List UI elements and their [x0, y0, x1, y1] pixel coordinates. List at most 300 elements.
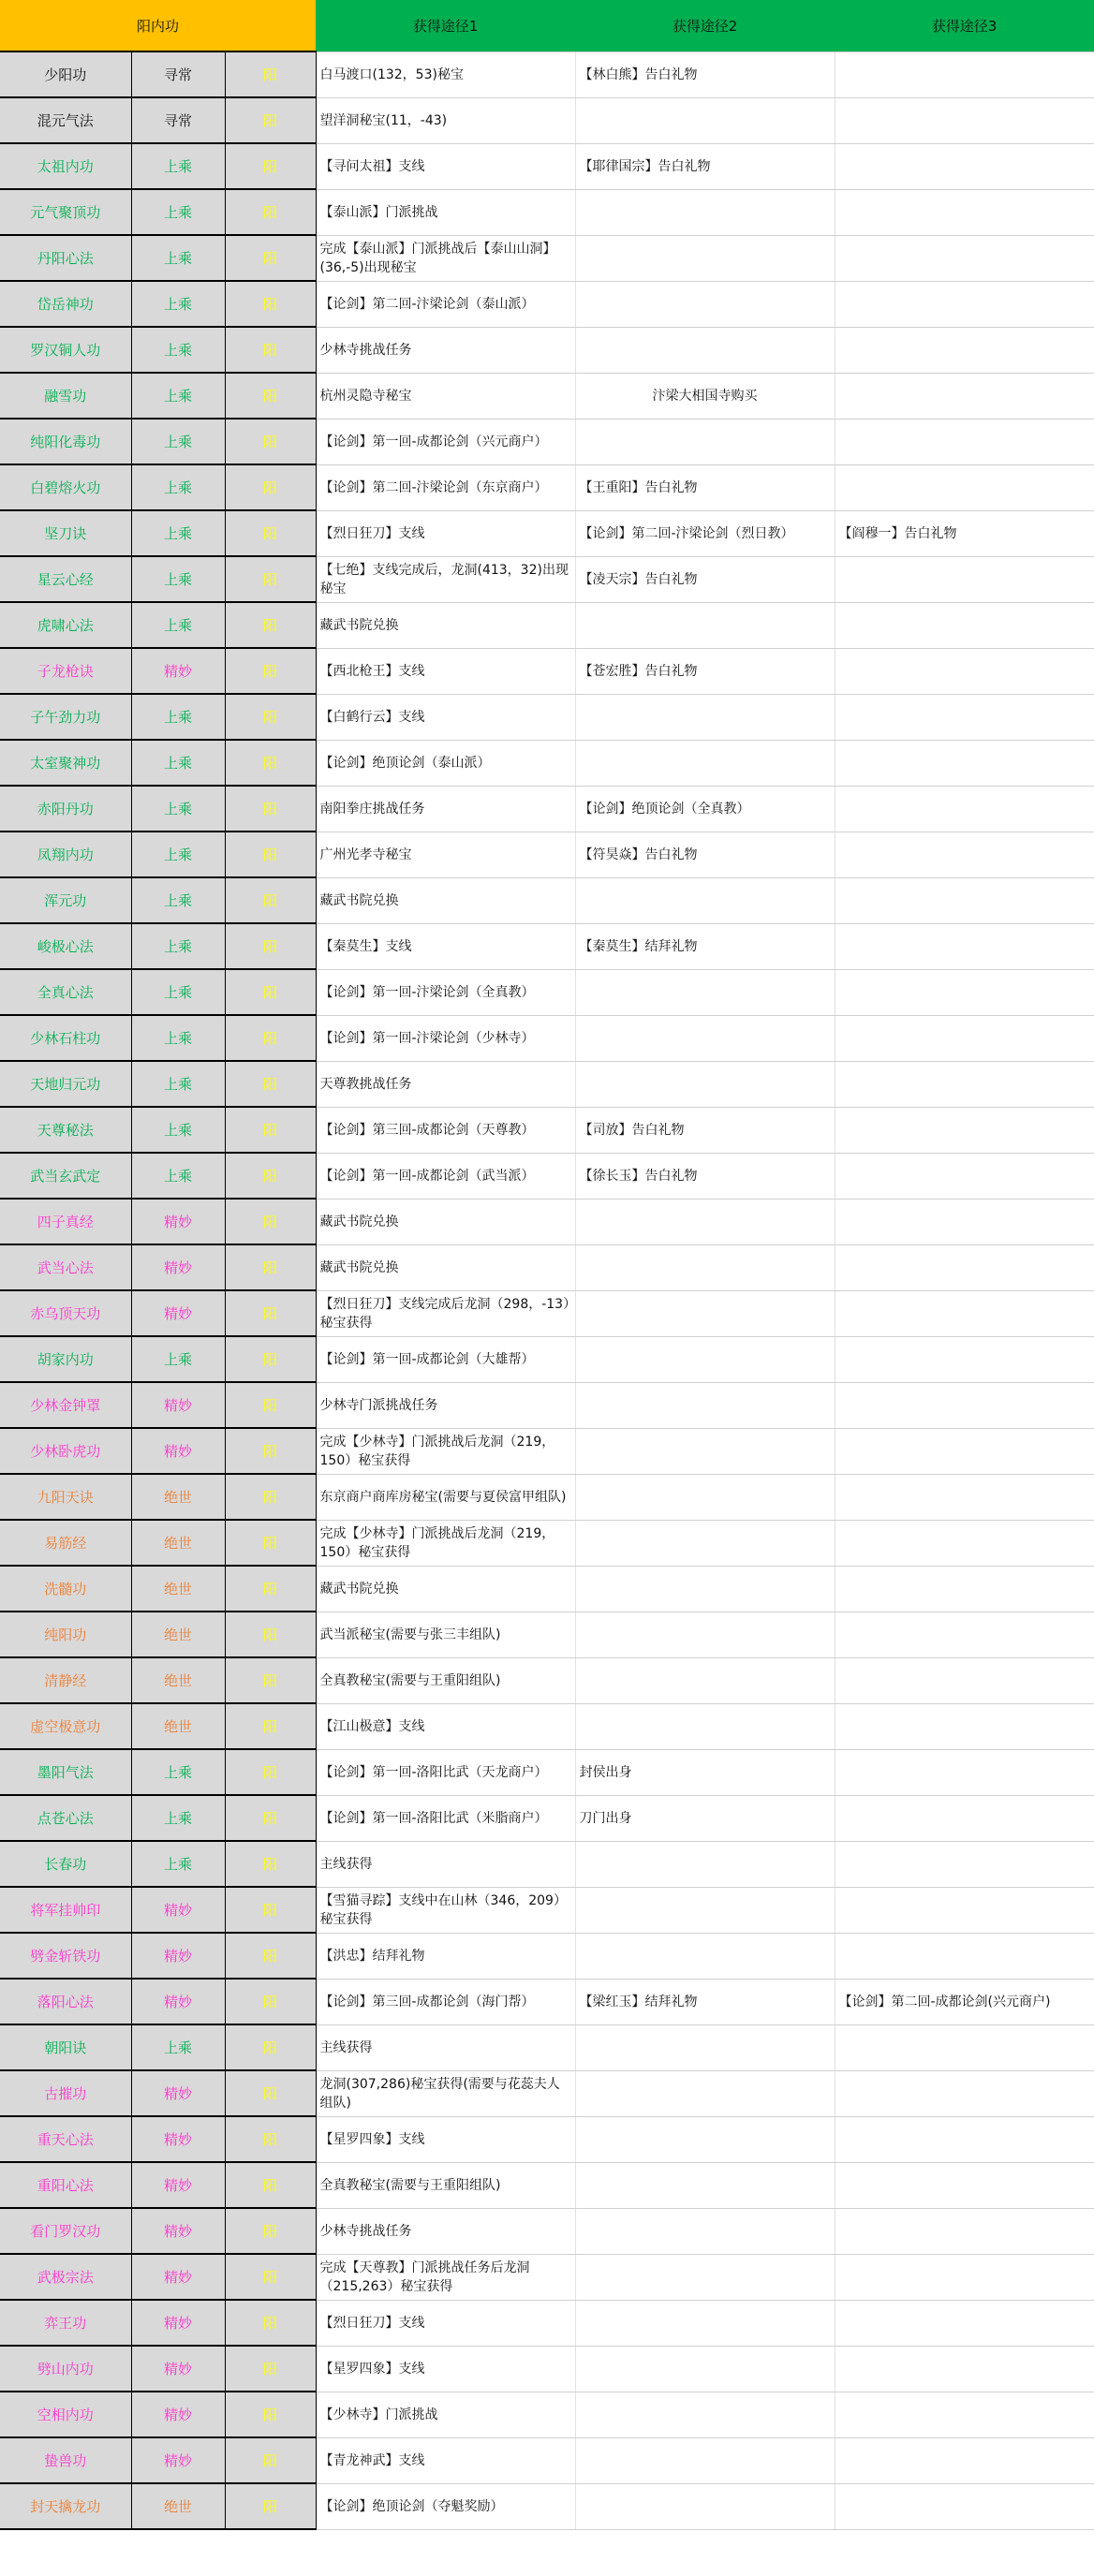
path2-cell [575, 1428, 835, 1474]
skill-element: 阳 [225, 1428, 316, 1474]
path1-cell: 【寻问太祖】支线 [316, 143, 575, 189]
skill-grade: 精妙 [131, 648, 225, 694]
path1-cell: 全真教秘宝(需要与王重阳组队) [316, 1657, 575, 1703]
skill-grade: 上乘 [131, 1749, 225, 1795]
path1-cell: 藏武书院兑换 [316, 1199, 575, 1244]
skill-name: 少林卧虎功 [0, 1428, 131, 1474]
path2-cell [575, 1474, 835, 1520]
path2-cell [575, 419, 835, 464]
path3-cell [835, 740, 1094, 786]
path3-cell [835, 2346, 1094, 2392]
path3-cell [835, 1841, 1094, 1887]
path2-cell [575, 1336, 835, 1382]
table-row [0, 694, 1094, 740]
skill-grade: 上乘 [131, 1841, 225, 1887]
skill-name: 白碧熔火功 [0, 464, 131, 510]
path1-cell: 龙洞(307,286)秘宝获得(需要与花蕊夫人组队) [316, 2070, 575, 2116]
skill-element: 阳 [225, 2346, 316, 2392]
skill-name: 点苍心法 [0, 1795, 131, 1841]
table-row [0, 1428, 1094, 1474]
table-row [0, 2437, 1094, 2483]
path2-cell [575, 2300, 835, 2346]
header-path1: 获得途径1 [316, 0, 575, 52]
path2-cell: 【王重阳】告白礼物 [575, 464, 835, 510]
skill-name: 重天心法 [0, 2116, 131, 2162]
path1-cell: 【论剑】第一回-汴梁论剑（少林寺） [316, 1015, 575, 1061]
table-row [0, 1382, 1094, 1428]
path3-cell [835, 1474, 1094, 1520]
skill-element: 阳 [225, 1795, 316, 1841]
path2-cell [575, 97, 835, 143]
skill-grade: 绝世 [131, 1612, 225, 1657]
path3-cell [835, 694, 1094, 740]
skill-element: 阳 [225, 1474, 316, 1520]
path1-cell: 【论剑】第三回-成都论剑（海门帮） [316, 1979, 575, 2024]
skill-grade: 精妙 [131, 2208, 225, 2254]
skill-name: 长春功 [0, 1841, 131, 1887]
skill-name: 凤翔内功 [0, 832, 131, 877]
path3-cell [835, 648, 1094, 694]
skill-name: 空相内功 [0, 2392, 131, 2437]
path1-cell: 【论剑】第一回-洛阳比武（米脂商户） [316, 1795, 575, 1841]
path1-cell: 【论剑】第二回-汴梁论剑（东京商户） [316, 464, 575, 510]
skill-grade: 精妙 [131, 2070, 225, 2116]
skill-element: 阳 [225, 464, 316, 510]
table-row [0, 2116, 1094, 2162]
path3-cell [835, 1933, 1094, 1979]
table-row [0, 648, 1094, 694]
skill-element: 阳 [225, 1061, 316, 1107]
table-row [0, 510, 1094, 556]
table-row [0, 1657, 1094, 1703]
table-row [0, 52, 1094, 97]
skill-element: 阳 [225, 1841, 316, 1887]
path2-cell: 【符昊焱】告白礼物 [575, 832, 835, 877]
skill-grade: 精妙 [131, 2346, 225, 2392]
path2-cell: 【苍宏胜】告白礼物 [575, 648, 835, 694]
path2-cell [575, 1657, 835, 1703]
path1-cell: 【论剑】第一回-汴梁论剑（全真教） [316, 969, 575, 1015]
skill-grade: 精妙 [131, 2437, 225, 2483]
path3-cell [835, 1749, 1094, 1795]
skill-element: 阳 [225, 1153, 316, 1199]
table-row [0, 1749, 1094, 1795]
path2-cell: 【秦莫生】结拜礼物 [575, 923, 835, 969]
path1-cell: 【烈日狂刀】支线完成后龙洞（298，-13）秘宝获得 [316, 1290, 575, 1336]
skill-grade: 上乘 [131, 786, 225, 832]
path3-cell [835, 2437, 1094, 2483]
skill-element: 阳 [225, 1612, 316, 1657]
path3-cell [835, 143, 1094, 189]
skill-name: 古摧功 [0, 2070, 131, 2116]
path2-cell [575, 877, 835, 923]
path1-cell: 【论剑】第一回-成都论剑（兴元商户） [316, 419, 575, 464]
skill-grade: 上乘 [131, 694, 225, 740]
path1-cell: 完成【少林寺】门派挑战后龙洞（219，150）秘宝获得 [316, 1520, 575, 1566]
path1-cell: 【雪猫寻踪】支线中在山林（346，209）秘宝获得 [316, 1887, 575, 1933]
path2-cell [575, 2254, 835, 2300]
path2-cell [575, 1244, 835, 1290]
skill-grade: 上乘 [131, 1795, 225, 1841]
path3-cell [835, 2070, 1094, 2116]
skill-name: 重阳心法 [0, 2162, 131, 2208]
skill-element: 阳 [225, 1520, 316, 1566]
skill-name: 蛰兽功 [0, 2437, 131, 2483]
path3-cell [835, 1153, 1094, 1199]
path1-cell: 【青龙神武】支线 [316, 2437, 575, 2483]
skill-grade: 寻常 [131, 97, 225, 143]
path2-cell: 封侯出身 [575, 1749, 835, 1795]
skill-name: 纯阳化毒功 [0, 419, 131, 464]
table-row [0, 1612, 1094, 1657]
path1-cell: 【烈日狂刀】支线 [316, 510, 575, 556]
skill-grade: 寻常 [131, 52, 225, 97]
path1-cell: 少林寺挑战任务 [316, 2208, 575, 2254]
path2-cell [575, 235, 835, 281]
path3-cell [835, 1612, 1094, 1657]
path1-cell: 少林寺挑战任务 [316, 327, 575, 373]
skill-grade: 绝世 [131, 2483, 225, 2529]
path3-cell [835, 1107, 1094, 1153]
path2-cell [575, 2116, 835, 2162]
skill-name: 太祖内功 [0, 143, 131, 189]
skill-name: 落阳心法 [0, 1979, 131, 2024]
path3-cell [835, 1382, 1094, 1428]
skill-grade: 上乘 [131, 464, 225, 510]
path3-cell [835, 281, 1094, 327]
path3-cell [835, 2300, 1094, 2346]
table-row [0, 2070, 1094, 2116]
table-row [0, 2300, 1094, 2346]
path2-cell [575, 2392, 835, 2437]
skill-element: 阳 [225, 2208, 316, 2254]
table-row [0, 2254, 1094, 2300]
table-row [0, 2346, 1094, 2392]
skill-element: 阳 [225, 2254, 316, 2300]
path1-cell: 【论剑】绝顶论剑（泰山派） [316, 740, 575, 786]
path1-cell: 【江山极意】支线 [316, 1703, 575, 1749]
skill-grade: 精妙 [131, 2116, 225, 2162]
path3-cell [835, 1520, 1094, 1566]
skill-grade: 精妙 [131, 2300, 225, 2346]
table-row [0, 1015, 1094, 1061]
path1-cell: 完成【泰山派】门派挑战后【泰山山洞】(36,-5)出现秘宝 [316, 235, 575, 281]
path1-cell: 主线获得 [316, 1841, 575, 1887]
path3-cell [835, 1887, 1094, 1933]
path2-cell [575, 1841, 835, 1887]
skill-name: 武极宗法 [0, 2254, 131, 2300]
skill-element: 阳 [225, 510, 316, 556]
skill-grade: 上乘 [131, 602, 225, 648]
path2-cell [575, 1015, 835, 1061]
table-row [0, 464, 1094, 510]
path3-cell [835, 327, 1094, 373]
skill-name: 子午劲力功 [0, 694, 131, 740]
skill-element: 阳 [225, 189, 316, 235]
table-row [0, 740, 1094, 786]
skill-grade: 绝世 [131, 1566, 225, 1612]
skill-element: 阳 [225, 969, 316, 1015]
path2-cell: 【林白熊】告白礼物 [575, 52, 835, 97]
table-body [0, 52, 1094, 2529]
path3-cell [835, 786, 1094, 832]
path1-cell: 天尊教挑战任务 [316, 1061, 575, 1107]
skill-element: 阳 [225, 1290, 316, 1336]
table-row [0, 1474, 1094, 1520]
path2-cell [575, 189, 835, 235]
skill-element: 阳 [225, 786, 316, 832]
path1-cell: 完成【少林寺】门派挑战后龙洞（219，150）秘宝获得 [316, 1428, 575, 1474]
path1-cell: 藏武书院兑换 [316, 877, 575, 923]
path3-cell [835, 602, 1094, 648]
skill-name: 看门罗汉功 [0, 2208, 131, 2254]
path2-cell [575, 694, 835, 740]
skill-element: 阳 [225, 2392, 316, 2437]
skill-element: 阳 [225, 2437, 316, 2483]
path2-cell [575, 2437, 835, 2483]
table-row [0, 602, 1094, 648]
path1-cell: 藏武书院兑换 [316, 1244, 575, 1290]
skill-element: 阳 [225, 1887, 316, 1933]
skill-grade: 上乘 [131, 832, 225, 877]
skill-grade: 绝世 [131, 1703, 225, 1749]
skill-element: 阳 [225, 556, 316, 602]
skill-name: 坚刀诀 [0, 510, 131, 556]
table-row [0, 189, 1094, 235]
skill-name: 全真心法 [0, 969, 131, 1015]
skill-name: 将军挂帅印 [0, 1887, 131, 1933]
skill-grade: 上乘 [131, 373, 225, 419]
skill-name: 融雪功 [0, 373, 131, 419]
table-row [0, 2024, 1094, 2070]
skill-element: 阳 [225, 923, 316, 969]
skill-name: 纯阳功 [0, 1612, 131, 1657]
path2-cell [575, 1520, 835, 1566]
skill-grade: 上乘 [131, 327, 225, 373]
path2-cell [575, 2483, 835, 2529]
skill-element: 阳 [225, 373, 316, 419]
skill-grade: 上乘 [131, 1061, 225, 1107]
skill-grade: 精妙 [131, 2162, 225, 2208]
skill-name: 弈王功 [0, 2300, 131, 2346]
path3-cell [835, 97, 1094, 143]
skill-name: 浑元功 [0, 877, 131, 923]
table-row [0, 1336, 1094, 1382]
path3-cell: 【论剑】第二回-成都论剑(兴元商户) [835, 1979, 1094, 2024]
path1-cell: 全真教秘宝(需要与王重阳组队) [316, 2162, 575, 2208]
table-row [0, 1979, 1094, 2024]
skill-name: 劈金斩铁功 [0, 1933, 131, 1979]
path2-cell [575, 327, 835, 373]
skill-grade: 精妙 [131, 1244, 225, 1290]
path2-cell: 汴梁大相国寺购买 [575, 373, 835, 419]
path3-cell [835, 2392, 1094, 2437]
header-path2: 获得途径2 [575, 0, 835, 52]
table-row [0, 1795, 1094, 1841]
skill-name: 洗髓功 [0, 1566, 131, 1612]
path2-cell: 【论剑】第二回-汴梁论剑（烈日教） [575, 510, 835, 556]
skill-grade: 绝世 [131, 1520, 225, 1566]
skill-element: 阳 [225, 1244, 316, 1290]
skill-grade: 上乘 [131, 877, 225, 923]
path2-cell [575, 1290, 835, 1336]
path1-cell: 【论剑】第二回-汴梁论剑（泰山派） [316, 281, 575, 327]
skill-name: 四子真经 [0, 1199, 131, 1244]
path3-cell [835, 2483, 1094, 2529]
path2-cell: 【耶律国宗】告白礼物 [575, 143, 835, 189]
table-row [0, 1887, 1094, 1933]
skill-name: 少阳功 [0, 52, 131, 97]
skill-grade: 精妙 [131, 1979, 225, 2024]
table-row [0, 2208, 1094, 2254]
table-row [0, 1061, 1094, 1107]
path2-cell: 刀门出身 [575, 1795, 835, 1841]
path2-cell [575, 740, 835, 786]
path3-cell: 【阎穆一】告白礼物 [835, 510, 1094, 556]
skill-name: 朝阳诀 [0, 2024, 131, 2070]
skill-grade: 绝世 [131, 1657, 225, 1703]
skill-name: 峻极心法 [0, 923, 131, 969]
skill-element: 阳 [225, 648, 316, 694]
path3-cell [835, 1061, 1094, 1107]
path2-cell [575, 1612, 835, 1657]
path3-cell [835, 969, 1094, 1015]
table-row [0, 143, 1094, 189]
path1-cell: 【星罗四象】支线 [316, 2116, 575, 2162]
skill-grade: 精妙 [131, 1290, 225, 1336]
table-row [0, 281, 1094, 327]
skill-name: 星云心经 [0, 556, 131, 602]
table-row [0, 2162, 1094, 2208]
table-row [0, 1703, 1094, 1749]
path1-cell: 南阳拳庄挑战任务 [316, 786, 575, 832]
table-row [0, 1933, 1094, 1979]
path1-cell: 完成【天尊教】门派挑战任务后龙洞（215,263）秘宝获得 [316, 2254, 575, 2300]
path2-cell [575, 1061, 835, 1107]
skill-element: 阳 [225, 2483, 316, 2529]
skill-name: 墨阳气法 [0, 1749, 131, 1795]
path2-cell [575, 2208, 835, 2254]
skill-name: 天地归元功 [0, 1061, 131, 1107]
path1-cell: 【七绝】支线完成后，龙洞(413，32)出现秘宝 [316, 556, 575, 602]
skill-name: 天尊秘法 [0, 1107, 131, 1153]
path1-cell: 少林寺门派挑战任务 [316, 1382, 575, 1428]
path3-cell [835, 2024, 1094, 2070]
table-row [0, 786, 1094, 832]
skill-element: 阳 [225, 281, 316, 327]
path1-cell: 藏武书院兑换 [316, 1566, 575, 1612]
path1-cell: 【西北枪王】支线 [316, 648, 575, 694]
path3-cell [835, 1703, 1094, 1749]
skill-name: 封天擒龙功 [0, 2483, 131, 2529]
path2-cell [575, 2024, 835, 2070]
skill-grade: 上乘 [131, 1107, 225, 1153]
table-row [0, 1290, 1094, 1336]
skill-element: 阳 [225, 1657, 316, 1703]
skill-name: 易筋经 [0, 1520, 131, 1566]
path2-cell [575, 1566, 835, 1612]
skill-element: 阳 [225, 602, 316, 648]
skill-element: 阳 [225, 1382, 316, 1428]
path1-cell: 【少林寺】门派挑战 [316, 2392, 575, 2437]
path1-cell: 【论剑】绝顶论剑（夺魁奖励） [316, 2483, 575, 2529]
path3-cell [835, 877, 1094, 923]
header-row [0, 0, 1094, 52]
skill-grade: 上乘 [131, 510, 225, 556]
skill-name: 赤阳丹功 [0, 786, 131, 832]
skill-grade: 精妙 [131, 1887, 225, 1933]
path2-cell [575, 1703, 835, 1749]
path1-cell: 藏武书院兑换 [316, 602, 575, 648]
table-row [0, 2483, 1094, 2529]
skill-element: 阳 [225, 1107, 316, 1153]
skill-element: 阳 [225, 1199, 316, 1244]
skill-element: 阳 [225, 1979, 316, 2024]
skill-grade: 上乘 [131, 419, 225, 464]
skill-name: 虎啸心法 [0, 602, 131, 648]
skill-grade: 上乘 [131, 923, 225, 969]
path3-cell [835, 1657, 1094, 1703]
skill-name: 武当玄武定 [0, 1153, 131, 1199]
table-row [0, 419, 1094, 464]
skill-element: 阳 [225, 327, 316, 373]
skill-name: 武当心法 [0, 1244, 131, 1290]
path2-cell [575, 1199, 835, 1244]
table-row [0, 969, 1094, 1015]
path3-cell [835, 2116, 1094, 2162]
skill-grade: 上乘 [131, 235, 225, 281]
path2-cell: 【梁红玉】结拜礼物 [575, 1979, 835, 2024]
header-group: 阳内功 [0, 0, 316, 52]
path2-cell [575, 602, 835, 648]
path1-cell: 【秦莫生】支线 [316, 923, 575, 969]
table-row [0, 2392, 1094, 2437]
path1-cell: 白马渡口(132，53)秘宝 [316, 52, 575, 97]
skill-element: 阳 [225, 832, 316, 877]
path2-cell: 【司放】告白礼物 [575, 1107, 835, 1153]
skill-grade: 上乘 [131, 556, 225, 602]
skill-element: 阳 [225, 1566, 316, 1612]
skill-grade: 上乘 [131, 1336, 225, 1382]
table-row [0, 1244, 1094, 1290]
path1-cell: 武当派秘宝(需要与张三丰组队) [316, 1612, 575, 1657]
path3-cell [835, 52, 1094, 97]
path3-cell [835, 1795, 1094, 1841]
path1-cell: 【论剑】第三回-成都论剑（天尊教） [316, 1107, 575, 1153]
skill-element: 阳 [225, 235, 316, 281]
skill-name: 元气聚顶功 [0, 189, 131, 235]
skill-grade: 精妙 [131, 1933, 225, 1979]
skill-name: 清静经 [0, 1657, 131, 1703]
table-row [0, 1107, 1094, 1153]
table-row [0, 877, 1094, 923]
skill-grade: 绝世 [131, 1474, 225, 1520]
path3-cell [835, 1336, 1094, 1382]
skill-element: 阳 [225, 97, 316, 143]
skill-element: 阳 [225, 1336, 316, 1382]
path3-cell [835, 832, 1094, 877]
table-row [0, 832, 1094, 877]
skill-grade: 精妙 [131, 2254, 225, 2300]
skill-grade: 精妙 [131, 1382, 225, 1428]
skill-grade: 精妙 [131, 2392, 225, 2437]
path3-cell [835, 1199, 1094, 1244]
path1-cell: 东京商户商库房秘宝(需要与夏侯富甲组队) [316, 1474, 575, 1520]
path3-cell [835, 1244, 1094, 1290]
skill-name: 太室聚神功 [0, 740, 131, 786]
skill-grade: 上乘 [131, 1015, 225, 1061]
skill-name: 劈山内功 [0, 2346, 131, 2392]
